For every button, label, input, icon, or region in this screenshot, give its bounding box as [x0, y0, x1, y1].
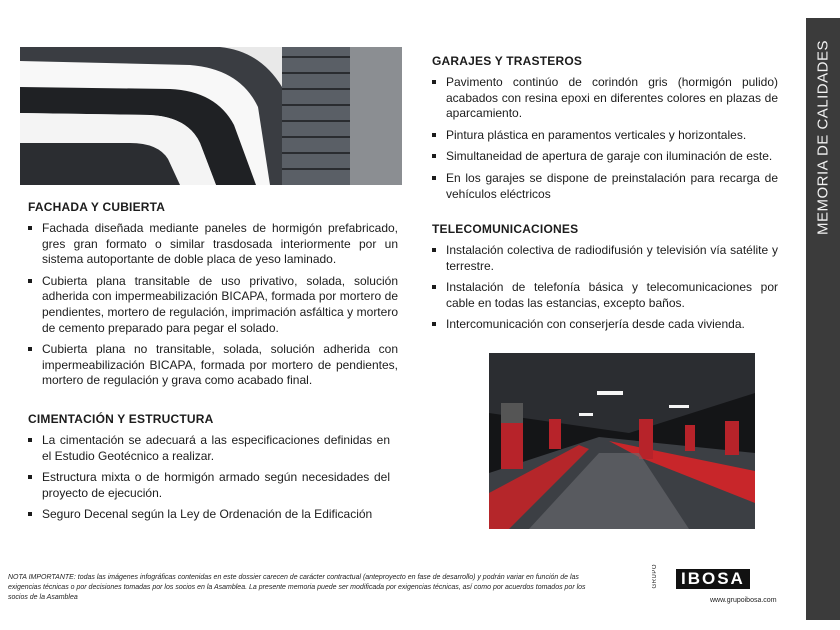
telecom-item: Instalación de telefonía básica y telecomunicaciones por cable en todas las estancias, excepto baños. — [432, 280, 778, 311]
garajes-item: Simultaneidad de apertura de garaje con iluminación de este. — [432, 149, 778, 165]
cimentacion-item: La cimentación se adecuará a las especificaciones definidas en el Estudio Geotécnico a realizar. — [28, 433, 390, 464]
fachada-item: Cubierta plana no transitable, solada, solución adherida con impermeabilización BICAPA, formada por mortero de pendientes, mortero de regulación y grava como acabado final. — [28, 342, 398, 389]
cimentacion-item: Seguro Decenal según la Ley de Ordenación de la Edificación — [28, 507, 390, 523]
grupo-ibosa-logo — [652, 556, 792, 606]
logo-url: www.grupoibosa.com — [710, 597, 777, 604]
logo-grupo-text: GRUPO — [652, 564, 658, 589]
fachada-item: Cubierta plana transitable de uso privativo, solada, solución adherida con impermeabilización BICAPA, formada por mortero de pendientes, mortero de regulación, imprimación asfáltica y mortero de cemento preparado para pegar el solado. — [28, 274, 398, 336]
fachada-section — [28, 200, 398, 395]
telecom-section — [432, 222, 778, 339]
fachada-title: FACHADA Y CUBIERTA — [28, 200, 166, 214]
garajes-title: GARAJES Y TRASTEROS — [432, 54, 583, 68]
telecom-title: TELECOMUNICACIONES — [432, 222, 579, 236]
telecom-item: Instalación colectiva de radiodifusión y televisión vía satélite y terrestre. — [432, 243, 778, 274]
garage-photo — [489, 353, 755, 529]
garajes-item: En los garajes se dispone de preinstalación para recarga de vehículos eléctricos — [432, 171, 778, 202]
garajes-section — [432, 54, 778, 208]
cimentacion-item: Estructura mixta o de hormigón armado según necesidades del proyecto de ejecución. — [28, 470, 390, 501]
legal-note: NOTA IMPORTANTE: todas las imágenes infográficas contenidas en este dossier carecen de carácter contractual (anteproyecto en fase de desarrollo) y podrán variar en función de las exigencias técnicas o por decisiones tomadas por los socios en la Asamblea. La presente memoria puede ser modificada por exigencias técnicas, así como por acuerdos tomados por los socios de la Asamblea — [8, 574, 586, 601]
fachada-item: Fachada diseñada mediante paneles de hormigón prefabricado, gres gran formato o similar trasdosada interiormente por un sistema autoportante de doble placa de yeso laminado. — [28, 221, 398, 268]
garajes-item: Pintura plástica en paramentos verticales y horizontales. — [432, 128, 778, 144]
telecom-item: Intercomunicación con conserjería desde cada vivienda. — [432, 317, 778, 333]
side-tab-label: MEMORIA DE CALIDADES — [814, 40, 832, 236]
facade-photo — [20, 47, 402, 185]
side-tab — [806, 18, 840, 620]
cimentacion-title: CIMENTACIÓN Y ESTRUCTURA — [28, 412, 214, 426]
logo-wordmark: IBOSA — [676, 569, 750, 589]
cimentacion-section — [28, 412, 390, 529]
garajes-item: Pavimento continúo de corindón gris (hormigón pulido) acabados con resina epoxi en diferentes colores en plazas de aparcamiento. — [432, 75, 778, 122]
